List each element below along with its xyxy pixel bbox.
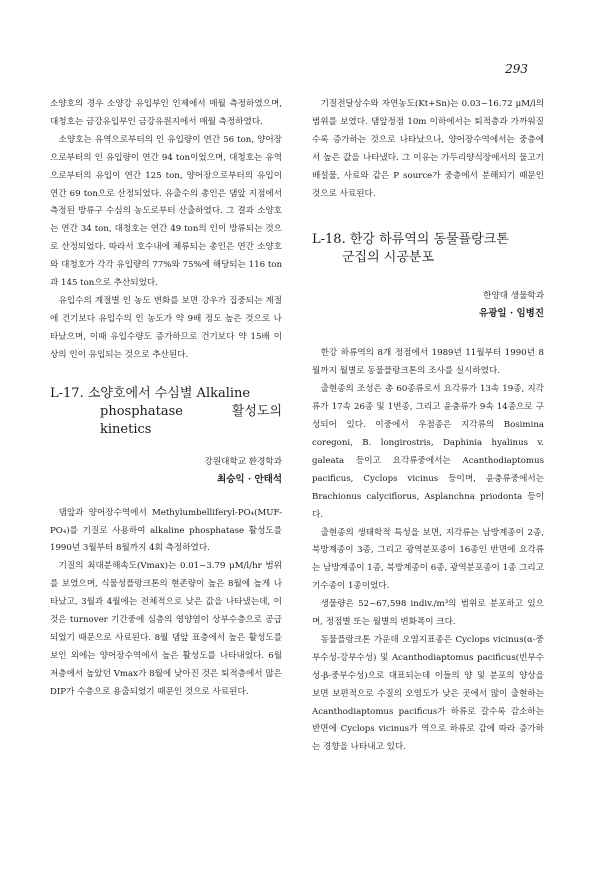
section-heading-line2: 군집의 시공분포 [342,250,435,266]
paragraph: 댐앞과 양어장수역에서 Methylumbelliferyl-PO₄(MUF-PO₄)를 기질로 사용하여 alkaline phosphatase 활성도를 1990년 3월부터 8월까지 4회 측정하였다. [50,507,282,554]
section-authors: 최승익 · 안태석 [217,473,282,485]
section-affiliation: 강원대학교 환경학과 [204,456,282,467]
paragraph: 기질전달상수와 자연농도(Kt+Sn)는 0.03~16.72 μM/l의 범위를 보였다. 댐앞정점 10m 이하에서는 퇴적층과 가까워질수록 증가하는 것으로 나타났으나, 양어장수역에서는 중층에서 높은 값을 나타냈다. 그 이유는 가두리양식장에서의 물고기배설물, 사료와 같은 P source가 중층에서 분해되기 때문인 것으로 사료된다. [312,99,544,199]
right-column [312,96,544,757]
section-heading-line2: phosphatase 활성도의 kinetics [100,403,282,437]
paragraph: 한강 하류역의 8개 정점에서 1989년 11월부터 1990년 8월까지 월별로 동물플랑크톤의 조사를 실시하였다. [312,348,544,377]
section-affiliation: 한양대 생물학과 [483,291,544,302]
section-heading-l17 [50,385,282,439]
section-authors: 유광일 · 임병진 [479,308,544,320]
paragraph: 출현종의 조성은 총 60종류로서 요각류가 13속 19종, 지각류가 17속 26종 및 1변종, 그리고 윤충류가 9속 14종으로 구성되어 있다. 이중에서 우점종은 지각류의 Bosimina coregoni, B. longirostris, Daphinia hyalinus v. galeata 등이고 요각류중에서는 Acanthodiaptomus pacificus, Cyclops vicinus 등이며, 윤충류중에서는 Brachionus calyciflorus, Asplanchna priodonta 등이다. [312,384,544,520]
paragraph: 유입수의 계절별 인 농도 변화를 보면 강우가 집중되는 계절에 건기보다 유입수의 인 농도가 약 9배 정도 높은 것으로 나타났으며, 이때 유입수량도 증가하므로 건기보다 약 15배 이상의 인이 유입되는 것으로 추산된다. [50,295,282,360]
section-heading-line1: L-17. 소양호에서 수심별 Alkaline [50,385,251,401]
section-heading-l18 [312,231,544,267]
paragraph: 생물량은 52~67,598 indiv./m³의 범위로 분포하고 있으며, 정점별 또는 월별의 변화폭이 크다. [312,599,544,628]
paragraph: 소양호의 경우 소양강 유입부인 인제에서 매월 측정하였으며, 대청호는 금강유입부인 금강유원지에서 매월 측정하였다. [50,99,282,127]
left-column [50,96,282,702]
section-heading-line1: L-18. 한강 하류역의 동물플랑크톤 [312,232,509,248]
paragraph: 소양호는 유역으로부터의 인 유입량이 연간 56 ton, 양어장으로부터의 인 유입량이 연간 94 ton이었으며, 대청호는 유역으로부터의 유입이 연간 125 ton, 양어장으로부터의 유입이 연간 69 ton으로 산정되었다. 유출수의 총인은 댐앞 지점에서 측정된 방류구 수심의 농도로부터 산출하였다. 그 결과 소양호는 연간 34 ton, 대청호는 연간 49 ton의 인이 방류되는 것으로 산정되었다. 따라서 호수내에 체류되는 총인은 연간 소양호와 대청호가 각각 유입량의 77%와 75%에 해당되는 116 ton과 145 ton으로 추산되었다. [50,134,282,289]
paragraph: 기질의 최대분해속도(Vmax)는 0.01~3.79 μM/l/hr 범위를 보였으며, 식물성플랑크톤의 현존량이 높은 8월에 높게 나타났고, 3월과 4월에는 전체적으로 낮은 값을 나타냈는데, 이것은 turnover 기간중에 심층의 영양염이 상부수층으로 공급되었기 때문으로 사료된다. 8월 댐앞 표층에서 높은 활성도를 보인 외에는 양어장수역에서 높은 활성도를 나타내었다. 6월 저층에서 높았던 Vmax가 8월에 낮아진 것은 퇴적층에서 많은 DIP가 수층으로 용출되었기 때문인 것으로 사료된다. [50,561,282,697]
paragraph: 출현종의 생태학적 특성을 보면, 지각류는 남방계종이 2종, 북방계종이 3종, 그리고 광역분포종이 16종인 반면에 요각류는 남방계종이 1종, 북방계종이 6종, 광역분포종이 1종 그리고 기수종이 1종이었다. [312,527,544,592]
paragraph: 동물플랑크톤 가운데 오염지표종은 Cyclops vicinus(α-중부수성-강부수성) 및 Acanthodiaptomus pacificus(빈부수성-β-중부수성)으로 대표되는데 이들의 양 및 분포의 양상을 보면 보편적으로 수질의 오염도가 낮은 곳에서 많이 출현하는 Acanthodiaptomus pacificus가 하류로 갈수록 감소하는 반면에 Cyclops vicinus가 역으로 하류로 감에 따라 증가하는 경향을 나타내고 있다. [312,634,544,753]
page-number: 293 [505,62,528,76]
